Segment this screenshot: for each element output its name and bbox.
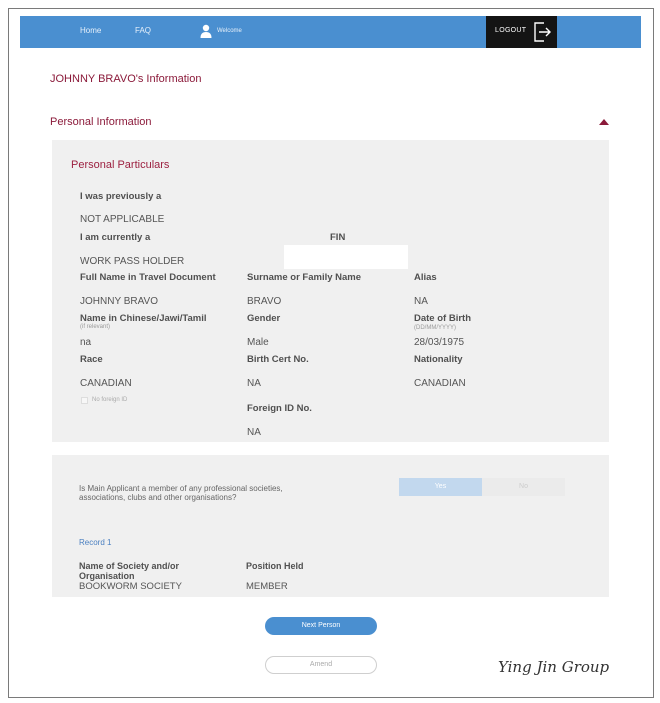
surname-label: Surname or Family Name: [247, 272, 362, 283]
logout-button[interactable]: [486, 16, 557, 48]
collapse-caret-icon[interactable]: [599, 119, 609, 125]
nationality-value: CANADIAN: [414, 378, 466, 389]
position-label: Position Held: [246, 561, 304, 571]
society-value: BOOKWORM SOCIETY: [79, 581, 182, 592]
currently-value: WORK PASS HOLDER: [80, 256, 185, 267]
race-label: Race: [80, 354, 103, 365]
society-label: Name of Society and/or Organisation: [79, 561, 180, 581]
previously-value: NOT APPLICABLE: [80, 214, 165, 225]
full-name-label: Full Name in Travel Document: [80, 272, 216, 283]
foreign-id-label: Foreign ID No.: [247, 403, 312, 414]
nav-welcome-text: Welcome: [217, 28, 242, 34]
no-foreign-id-checkbox[interactable]: [81, 397, 88, 404]
logout-arrow-icon: [533, 22, 551, 42]
chinese-name-value: na: [80, 337, 92, 348]
next-person-button[interactable]: Next Person: [265, 617, 377, 635]
dob-value: 28/03/1975: [414, 337, 465, 348]
surname-value: BRAVO: [247, 296, 282, 307]
gender-label: Gender: [247, 313, 281, 324]
chinese-name-label: Name in Chinese/Jawi/Tamil: [80, 313, 207, 324]
watermark-text: Ying Jin Group: [498, 658, 610, 676]
membership-question: Is Main Applicant a member of any professional societies, associations, clubs and other organisations?: [79, 484, 283, 502]
user-icon: [200, 24, 212, 38]
record-heading: Record 1: [79, 538, 112, 547]
birth-cert-value: NA: [247, 378, 261, 389]
alias-value: NA: [414, 296, 428, 307]
dob-hint: (DD/MM/YYYY): [414, 325, 456, 331]
logout-label: LOGOUT: [495, 27, 527, 34]
foreign-id-value: NA: [247, 427, 261, 438]
yes-toggle-button[interactable]: Yes: [399, 478, 482, 496]
dob-label: Date of Birth: [414, 313, 471, 324]
nationality-label: Nationality: [414, 354, 463, 365]
alias-label: Alias: [414, 272, 437, 283]
race-value: CANADIAN: [80, 378, 132, 389]
section-title[interactable]: Personal Information: [50, 116, 152, 128]
amend-button[interactable]: Amend: [265, 656, 377, 674]
currently-label: I am currently a: [80, 232, 151, 243]
no-foreign-id-label: No foreign ID: [92, 397, 128, 403]
chinese-name-hint: (if relevant): [80, 324, 111, 330]
birth-cert-label: Birth Cert No.: [247, 354, 309, 365]
personal-particulars-panel: [52, 140, 609, 442]
fin-value-box: [284, 245, 408, 269]
nav-home-link[interactable]: Home: [80, 26, 102, 35]
full-name-value: JOHNNY BRAVO: [80, 296, 158, 307]
previously-label: I was previously a: [80, 191, 162, 202]
page-title: JOHNNY BRAVO's Information: [50, 73, 202, 85]
no-toggle-button[interactable]: No: [482, 478, 565, 496]
personal-particulars-heading: Personal Particulars: [71, 159, 170, 171]
nav-faq-link[interactable]: FAQ: [135, 26, 152, 35]
position-value: MEMBER: [246, 581, 288, 592]
gender-value: Male: [247, 337, 269, 348]
fin-label: FIN: [330, 232, 346, 243]
